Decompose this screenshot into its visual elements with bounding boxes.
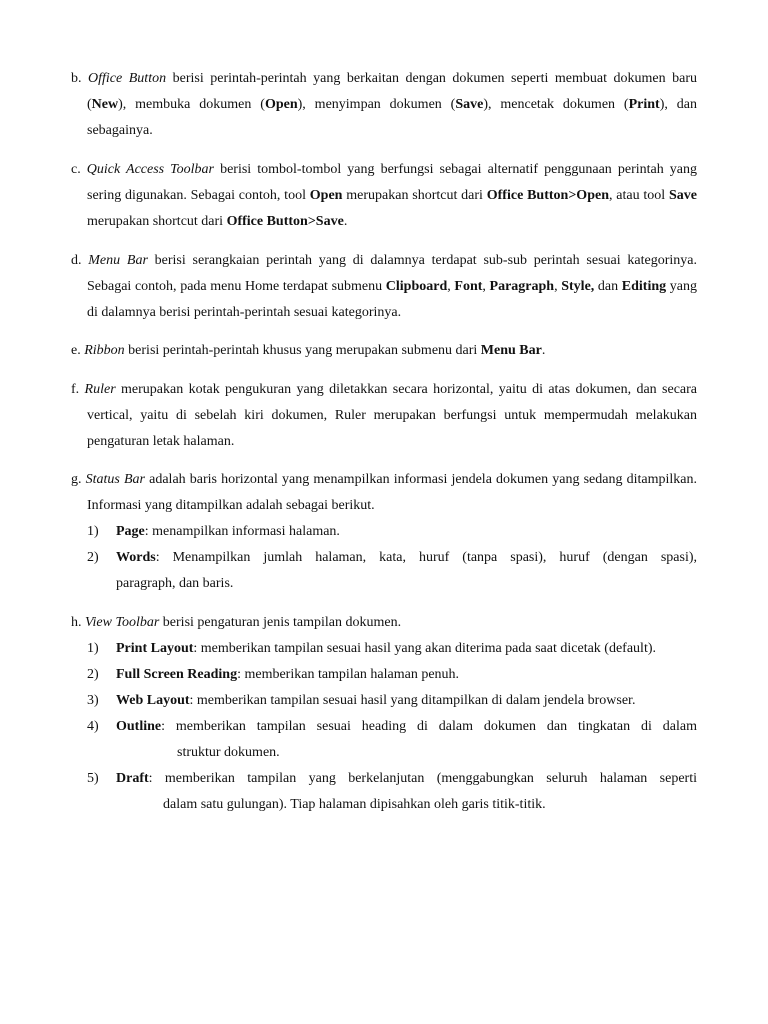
keyword: Font (454, 279, 483, 294)
sub-item-number: 2) (87, 550, 99, 565)
keyword: Open (309, 188, 343, 203)
item-text: adalah baris horizontal yang menampilkan informasi jendela dokumen yang sedang ditampilkan. Informasi yang ditampilkan adalah sebagai berikut. (87, 472, 697, 513)
item-title: Quick Access Toolbar (86, 162, 215, 177)
item-text: merupakan kotak pengukuran yang diletakkan secara horizontal, yaitu di atas dokumen, dan secara vertical, yaitu di sebelah kiri dokumen, Ruler merupakan berfungsi untuk mempermudah melakukan pengaturan letak halaman. (87, 382, 697, 449)
item-title: Ribbon (84, 343, 125, 358)
keyword: Page (116, 524, 145, 539)
item-text: ), menyimpan dokumen ( (297, 97, 456, 112)
item-view-toolbar (71, 610, 697, 636)
sub-item-number: 2) (87, 667, 99, 682)
sub-item-text: : memberikan tampilan sesuai hasil yang ditampilkan di dalam jendela browser. (189, 693, 636, 708)
keyword: Full Screen Reading (116, 667, 238, 682)
sub-item-print-layout (87, 636, 697, 662)
item-text: berisi perintah-perintah yang berkaitan dengan dokumen seperti membuat dokumen baru ( (87, 71, 698, 112)
item-text: , (482, 279, 490, 294)
item-text: . (343, 214, 348, 229)
sub-item-continuation: paragraph, dan baris. (116, 576, 234, 591)
keyword: Print (628, 97, 660, 112)
keyword: Print Layout (116, 641, 194, 656)
sub-item-number: 4) (87, 719, 99, 734)
item-title: Status Bar (85, 472, 145, 487)
sub-item-continuation: struktur dokumen. (177, 745, 280, 760)
sub-item-text: : memberikan tampilan yang berkelanjutan (menggabungkan seluruh halaman seperti (148, 771, 697, 786)
item-text: yang di dalamnya berisi perintah-perintah sesuai kategorinya. (87, 279, 698, 320)
item-text: ), dan sebagainya. (87, 97, 697, 138)
item-letter: g. (71, 472, 82, 487)
item-letter: h. (71, 615, 82, 630)
keyword: Paragraph (489, 279, 555, 294)
sub-item-full-screen-reading (87, 662, 697, 688)
item-ruler (71, 377, 697, 455)
keyword: Words (116, 550, 156, 565)
item-text: merupakan shortcut dari (87, 214, 227, 229)
item-letter: c. (71, 162, 81, 177)
item-ribbon (71, 338, 697, 364)
sub-item-number: 5) (87, 771, 99, 786)
item-office-button (71, 66, 697, 144)
item-text: dan (594, 279, 622, 294)
item-title: Office Button (88, 71, 167, 86)
keyword: Save (455, 97, 484, 112)
item-text: merupakan shortcut dari (342, 188, 487, 203)
sub-item-outline (87, 714, 697, 766)
item-text: ), membuka dokumen ( (118, 97, 265, 112)
keyword: Office Button>Open (486, 188, 609, 203)
item-letter: e. (71, 343, 81, 358)
sub-item-number: 1) (87, 524, 99, 539)
item-text: berisi pengaturan jenis tampilan dokumen. (159, 615, 402, 630)
item-title: Ruler (84, 382, 116, 397)
item-text: , atau tool (608, 188, 670, 203)
sub-item-text: : memberikan tampilan halaman penuh. (237, 667, 460, 682)
keyword: Open (264, 97, 298, 112)
sub-item-text: : memberikan tampilan sesuai heading di dalam dokumen dan tingkatan di dalam (161, 719, 697, 734)
item-text: ), mencetak dokumen ( (483, 97, 629, 112)
item-text: berisi perintah-perintah khusus yang merupakan submenu dari (124, 343, 481, 358)
sub-item-text: : menampilkan informasi halaman. (144, 524, 340, 539)
keyword: Menu Bar (480, 343, 542, 358)
item-title: Menu Bar (88, 253, 148, 268)
keyword: New (91, 97, 119, 112)
item-text: berisi tombol-tombol yang berfungsi sebagai alternatif penggunaan perintah yang sering digunakan. Sebagai contoh, tool (87, 162, 697, 203)
keyword: Outline (116, 719, 162, 734)
sub-item-words (87, 545, 697, 597)
keyword: Style, (561, 279, 595, 294)
sub-item-continuation: dalam satu gulungan). Tiap halaman dipisahkan oleh garis titik-titik. (163, 797, 546, 812)
keyword: Save (669, 188, 698, 203)
item-status-bar (71, 467, 697, 519)
item-title: View Toolbar (85, 615, 160, 630)
sub-item-web-layout (87, 688, 697, 714)
sub-item-draft (87, 766, 697, 818)
sub-item-number: 3) (87, 693, 99, 708)
sub-item-text: : memberikan tampilan sesuai hasil yang akan diterima pada saat dicetak (default). (193, 641, 656, 656)
keyword: Web Layout (116, 693, 190, 708)
keyword: Office Button>Save (226, 214, 344, 229)
item-text: berisi serangkaian perintah yang di dalamnya terdapat sub-sub perintah sesuai kategorinya. Sebagai contoh, pada menu Home terdapat submenu (87, 253, 697, 294)
keyword: Draft (116, 771, 149, 786)
item-menu-bar (71, 248, 697, 326)
item-letter: b. (71, 71, 82, 86)
item-letter: f. (71, 382, 80, 397)
item-text: . (541, 343, 546, 358)
item-quick-access-toolbar (71, 157, 697, 235)
keyword: Editing (621, 279, 667, 294)
sub-item-number: 1) (87, 641, 99, 656)
item-text: , (447, 279, 455, 294)
sub-item-page (87, 519, 697, 545)
sub-item-text: : Menampilkan jumlah halaman, kata, huruf (tanpa spasi), huruf (dengan spasi), (155, 550, 697, 565)
item-letter: d. (71, 253, 82, 268)
item-text: , (554, 279, 562, 294)
keyword: Clipboard (385, 279, 448, 294)
